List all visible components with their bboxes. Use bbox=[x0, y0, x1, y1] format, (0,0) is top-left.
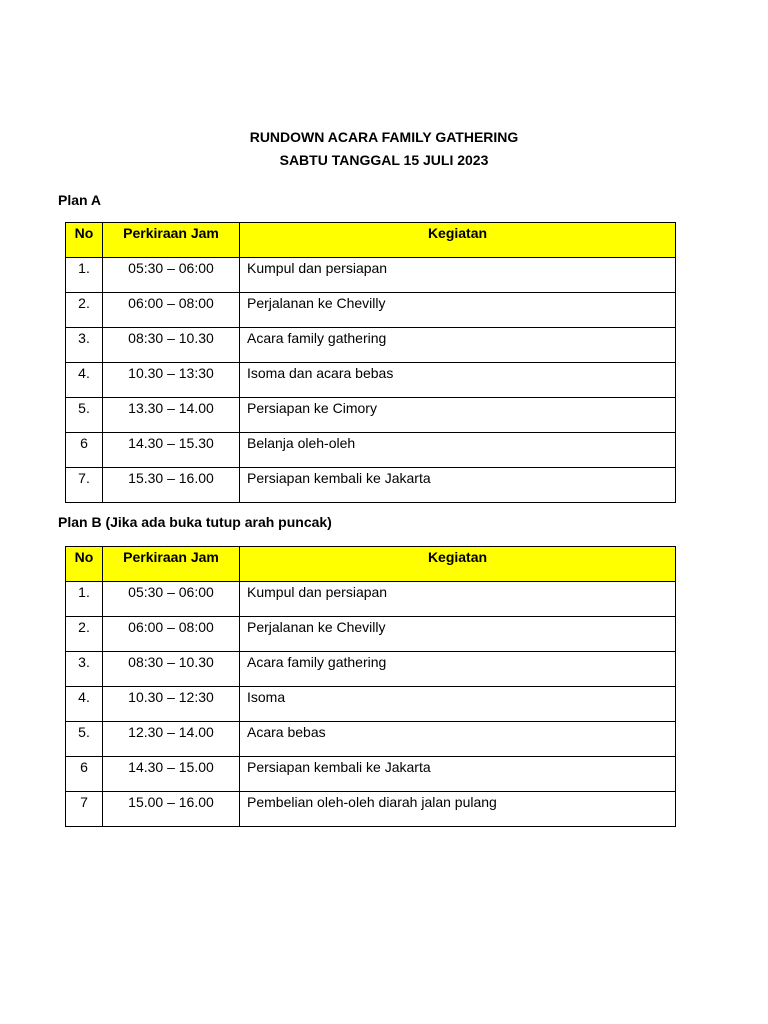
table-row bbox=[66, 617, 676, 652]
row-activity: Perjalanan ke Chevilly bbox=[240, 617, 676, 652]
row-time: 08:30 – 10.30 bbox=[103, 652, 240, 687]
row-time: 15.30 – 16.00 bbox=[103, 468, 240, 503]
row-time: 14.30 – 15.30 bbox=[103, 433, 240, 468]
row-time: 06:00 – 08:00 bbox=[103, 617, 240, 652]
row-time: 15.00 – 16.00 bbox=[103, 792, 240, 827]
row-activity: Perjalanan ke Chevilly bbox=[240, 293, 676, 328]
row-activity: Isoma bbox=[240, 687, 676, 722]
row-activity: Acara family gathering bbox=[240, 328, 676, 363]
table-row bbox=[66, 363, 676, 398]
table-row bbox=[66, 468, 676, 503]
table-row bbox=[66, 652, 676, 687]
row-no: 4. bbox=[66, 363, 103, 398]
row-no: 6 bbox=[66, 433, 103, 468]
row-no: 1. bbox=[66, 582, 103, 617]
document-subtitle-date: SABTU TANGGAL 15 JULI 2023 bbox=[279, 152, 489, 168]
plan-a-table bbox=[65, 222, 676, 503]
row-activity: Kumpul dan persiapan bbox=[240, 582, 676, 617]
table-row bbox=[66, 258, 676, 293]
row-no: 3. bbox=[66, 328, 103, 363]
row-activity: Belanja oleh-oleh bbox=[240, 433, 676, 468]
plan-b-table bbox=[65, 546, 676, 827]
table-header-row bbox=[66, 547, 676, 582]
table-row bbox=[66, 398, 676, 433]
plan-b-label: Plan B (Jika ada buka tutup arah puncak) bbox=[58, 514, 332, 530]
table-row bbox=[66, 792, 676, 827]
row-no: 5. bbox=[66, 398, 103, 433]
row-no: 7. bbox=[66, 468, 103, 503]
row-time: 13.30 – 14.00 bbox=[103, 398, 240, 433]
table-row bbox=[66, 722, 676, 757]
row-activity: Isoma dan acara bebas bbox=[240, 363, 676, 398]
row-time: 12.30 – 14.00 bbox=[103, 722, 240, 757]
row-time: 05:30 – 06:00 bbox=[103, 258, 240, 293]
row-time: 06:00 – 08:00 bbox=[103, 293, 240, 328]
row-no: 6 bbox=[66, 757, 103, 792]
header-kegiatan: Kegiatan bbox=[240, 547, 676, 582]
row-activity: Pembelian oleh-oleh diarah jalan pulang bbox=[240, 792, 676, 827]
header-perkiraan-jam: Perkiraan Jam bbox=[103, 547, 240, 582]
table-row bbox=[66, 433, 676, 468]
row-no: 4. bbox=[66, 687, 103, 722]
row-time: 14.30 – 15.00 bbox=[103, 757, 240, 792]
row-activity: Persiapan kembali ke Jakarta bbox=[240, 468, 676, 503]
row-activity: Acara bebas bbox=[240, 722, 676, 757]
row-activity: Acara family gathering bbox=[240, 652, 676, 687]
table-row bbox=[66, 293, 676, 328]
table-row bbox=[66, 582, 676, 617]
table-header-row bbox=[66, 223, 676, 258]
row-no: 5. bbox=[66, 722, 103, 757]
table-row bbox=[66, 687, 676, 722]
row-time: 05:30 – 06:00 bbox=[103, 582, 240, 617]
row-no: 3. bbox=[66, 652, 103, 687]
table-row bbox=[66, 328, 676, 363]
header-kegiatan: Kegiatan bbox=[240, 223, 676, 258]
document-title: RUNDOWN ACARA FAMILY GATHERING bbox=[249, 129, 519, 145]
row-time: 08:30 – 10.30 bbox=[103, 328, 240, 363]
row-time: 10.30 – 12:30 bbox=[103, 687, 240, 722]
header-perkiraan-jam: Perkiraan Jam bbox=[103, 223, 240, 258]
row-no: 2. bbox=[66, 293, 103, 328]
row-no: 7 bbox=[66, 792, 103, 827]
row-time: 10.30 – 13:30 bbox=[103, 363, 240, 398]
row-no: 2. bbox=[66, 617, 103, 652]
table-row bbox=[66, 757, 676, 792]
plan-a-label: Plan A bbox=[58, 192, 102, 208]
row-activity: Kumpul dan persiapan bbox=[240, 258, 676, 293]
row-activity: Persiapan kembali ke Jakarta bbox=[240, 757, 676, 792]
header-no: No bbox=[66, 223, 103, 258]
header-no: No bbox=[66, 547, 103, 582]
row-no: 1. bbox=[66, 258, 103, 293]
row-activity: Persiapan ke Cimory bbox=[240, 398, 676, 433]
